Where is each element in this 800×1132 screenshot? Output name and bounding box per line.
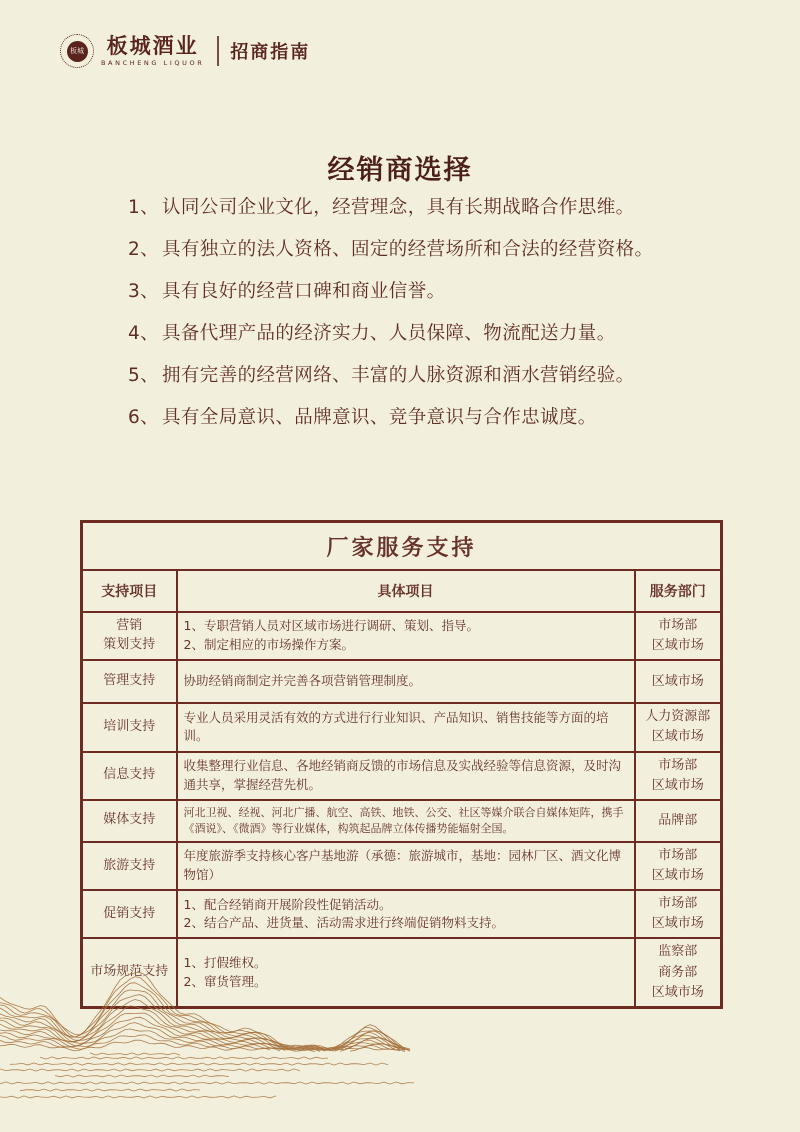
department-line: 商务部 xyxy=(658,964,698,980)
table-row xyxy=(82,660,722,703)
department-cell xyxy=(635,612,722,660)
mountain-water-art xyxy=(0,968,460,1118)
support-item-line: 策划支持 xyxy=(103,637,156,653)
support-item-line: 媒体支持 xyxy=(103,812,156,828)
list-item-text: 具有全局意识、品牌意识、竞争意识与合作忠诚度。 xyxy=(162,407,597,428)
detail-cell xyxy=(177,703,635,751)
brand-name-en: BANCHENG LIQUOR xyxy=(101,59,205,67)
department-cell xyxy=(635,752,722,800)
list-item xyxy=(128,198,688,218)
department-line: 区域市场 xyxy=(651,867,704,883)
table-title: 厂家服务支持 xyxy=(82,522,722,571)
list-item xyxy=(128,324,688,344)
detail-line: 河北卫视、经视、河北广播、航空、高铁、地铁、公交、社区等媒介联合自媒体矩阵，携手《酒说》、《微酒》等行业媒体，构筑起品牌立体传播势能辐射全国。 xyxy=(183,805,624,835)
support-item-cell xyxy=(82,752,177,800)
column-header-support-item: 支持项目 xyxy=(82,570,177,612)
support-item-cell xyxy=(82,842,177,890)
department-line: 市场部 xyxy=(658,896,698,912)
detail-line: 1、打假维权。 xyxy=(183,954,267,970)
detail-cell xyxy=(177,800,635,842)
list-item-number: 6、 xyxy=(128,407,160,428)
support-item-cell xyxy=(82,890,177,938)
support-item-cell xyxy=(82,660,177,703)
brand-seal-icon xyxy=(60,34,94,68)
list-item-text: 具备代理产品的经济实力、人员保障、物流配送力量。 xyxy=(162,323,616,344)
detail-cell xyxy=(177,752,635,800)
mountain-art-svg xyxy=(0,968,460,1118)
table-header-row xyxy=(82,570,722,612)
detail-line: 协助经销商制定并完善各项营销管理制度。 xyxy=(183,673,422,689)
table-row xyxy=(82,703,722,751)
list-item-text: 具有独立的法人资格、固定的经营场所和合法的经营资格。 xyxy=(162,239,654,260)
department-line: 区域市场 xyxy=(651,777,704,793)
detail-cell xyxy=(177,660,635,703)
detail-line: 1、专职营销人员对区域市场进行调研、策划、指导。 xyxy=(183,618,479,634)
detail-line: 1、配合经销商开展阶段性促销活动。 xyxy=(183,896,392,912)
table-row xyxy=(82,612,722,660)
service-support-table xyxy=(80,520,723,1009)
department-cell xyxy=(635,842,722,890)
detail-line: 收集整理行业信息、各地经销商反馈的市场信息及实战经验等信息资源，及时沟通共享，掌握经营先机。 xyxy=(183,757,622,792)
department-line: 区域市场 xyxy=(651,673,704,689)
detail-cell xyxy=(177,890,635,938)
detail-line: 2、制定相应的市场操作方案。 xyxy=(183,637,354,653)
support-item-cell xyxy=(82,612,177,660)
list-item-text: 具有良好的经营口碑和商业信誉。 xyxy=(162,281,446,302)
department-line: 区域市场 xyxy=(651,984,704,1000)
department-line: 市场部 xyxy=(658,757,698,773)
department-line: 监察部 xyxy=(658,944,698,960)
detail-cell xyxy=(177,612,635,660)
column-header-department: 服务部门 xyxy=(635,570,722,612)
support-item-line: 营销 xyxy=(116,618,143,634)
brand-logo xyxy=(60,34,310,68)
dealer-criteria-list xyxy=(128,198,688,450)
list-item-text: 拥有完善的经营网络、丰富的人脉资源和酒水营销经验。 xyxy=(162,365,635,386)
detail-line: 专业人员采用灵活有效的方式进行行业知识、产品知识、销售技能等方面的培训。 xyxy=(183,709,609,744)
support-item-line: 管理支持 xyxy=(103,673,156,689)
brand-name-cn: 板城酒业 xyxy=(106,34,199,58)
list-item xyxy=(128,282,688,302)
department-line: 区域市场 xyxy=(651,729,704,745)
list-item xyxy=(128,366,688,386)
department-cell xyxy=(635,890,722,938)
support-item-line: 旅游支持 xyxy=(103,857,156,873)
department-cell xyxy=(635,938,722,1007)
detail-line: 2、窜货管理。 xyxy=(183,973,267,989)
support-item-line: 培训支持 xyxy=(103,719,156,734)
department-line: 人力资源部 xyxy=(645,709,711,725)
support-item-line: 促销支持 xyxy=(103,905,156,921)
list-item-number: 1、 xyxy=(128,197,160,218)
list-item-number: 4、 xyxy=(128,323,160,344)
department-cell xyxy=(635,703,722,751)
department-line: 市场部 xyxy=(658,618,698,633)
support-item-cell xyxy=(82,800,177,842)
department-line: 区域市场 xyxy=(651,638,704,654)
list-item-number: 2、 xyxy=(128,239,160,260)
list-item-text: 认同公司企业文化，经营理念，具有长期战略合作思维。 xyxy=(162,197,635,218)
list-item-number: 3、 xyxy=(128,281,160,302)
list-item xyxy=(128,240,688,260)
list-item xyxy=(128,408,688,428)
list-item-number: 5、 xyxy=(128,365,160,386)
department-line: 品牌部 xyxy=(658,812,698,828)
support-item-cell xyxy=(82,703,177,751)
department-line: 市场部 xyxy=(658,847,698,863)
table-title-row xyxy=(82,522,722,571)
table-row xyxy=(82,800,722,842)
column-header-detail: 具体项目 xyxy=(177,570,635,612)
department-cell xyxy=(635,660,722,703)
detail-line: 年度旅游季支持核心客户基地游（承德：旅游城市，基地：园林厂区、酒文化博物馆） xyxy=(183,848,622,882)
table-row xyxy=(82,890,722,938)
support-item-line: 市场规范支持 xyxy=(90,964,169,980)
detail-line: 2、结合产品、进货量、活动需求进行终端促销物料支持。 xyxy=(183,915,504,931)
doc-title: 招商指南 xyxy=(230,42,311,63)
support-item-line: 信息支持 xyxy=(103,767,156,783)
table-row xyxy=(82,752,722,800)
brand-name-block xyxy=(101,35,204,67)
department-line: 区域市场 xyxy=(651,916,704,932)
section-title: 经销商选择 xyxy=(327,155,473,186)
table-row xyxy=(82,842,722,890)
header-divider xyxy=(217,36,219,66)
seal-inner-icon: 板城 xyxy=(67,41,88,62)
department-cell xyxy=(635,800,722,842)
detail-cell xyxy=(177,842,635,890)
